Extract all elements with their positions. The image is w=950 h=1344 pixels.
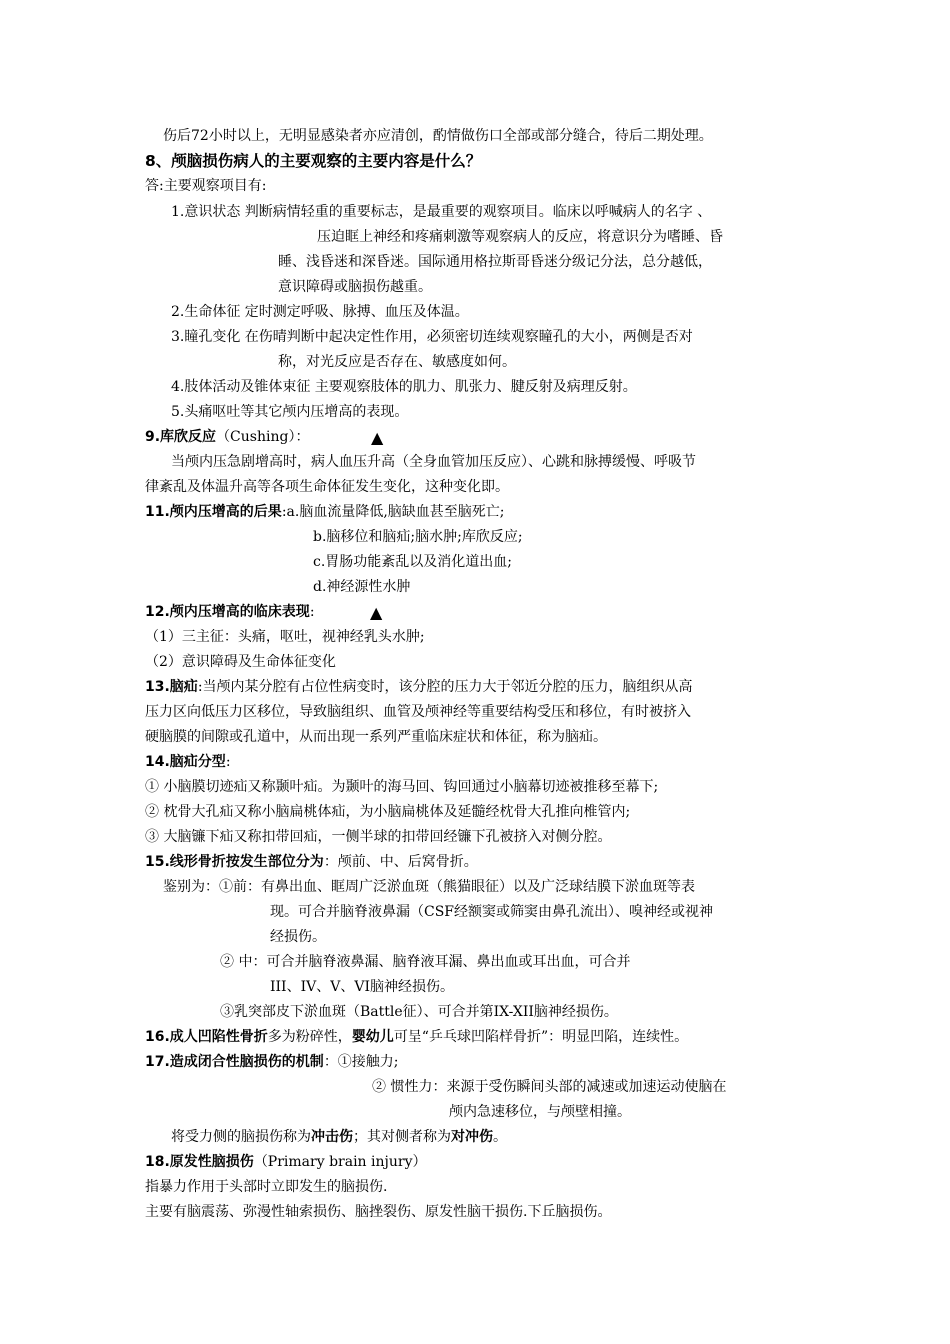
section-heading — [145, 675, 693, 700]
answer-intro — [145, 174, 266, 199]
text: （2）意识障碍及生命体征变化 — [145, 654, 336, 670]
heading-bold: 14.脑疝分型 — [145, 754, 226, 770]
list-item-continuation — [270, 925, 326, 950]
list-item-continuation — [449, 1100, 631, 1125]
list-item — [145, 775, 658, 800]
text-line — [163, 124, 713, 149]
text: 5.头痛呕吐等其它颅内压增高的表现。 — [171, 404, 409, 420]
text: 颅内急速移位，与颅壁相撞。 — [449, 1104, 631, 1120]
text: 2.生命体征 定时测定呼吸、脉搏、血压及体温。 — [171, 304, 469, 320]
list-item-continuation — [270, 900, 713, 925]
list-item — [220, 1000, 618, 1025]
text: 8、颅脑损伤病人的主要观察的主要内容是什么？ — [145, 152, 482, 170]
section-heading — [145, 850, 478, 875]
text-bold: 婴幼儿 — [351, 1029, 394, 1045]
list-item — [145, 625, 425, 650]
text: 伤后72小时以上，无明显感染者亦应清创，酌情做伤口全部或部分缝合，待后二期处理。 — [163, 128, 713, 144]
list-item-continuation — [278, 350, 516, 375]
text: :当颅内某分腔有占位性病变时，该分腔的压力大于邻近分腔的压力，脑组织从高 — [197, 679, 693, 695]
list-item — [171, 200, 711, 225]
text: 硬脑膜的间隙或孔道中，从而出现一系列严重临床症状和体征，称为脑疝。 — [145, 729, 607, 745]
text: 压迫眶上神经和疼痛刺激等观察病人的反应，将意识分为嗜睡、昏 — [317, 229, 723, 245]
text: 鉴别为：①前：有鼻出血、眶周广泛淤血斑（熊猫眼征）以及广泛球结膜下淤血斑等表 — [163, 879, 695, 895]
heading-bold: 18.原发性脑损伤 — [145, 1154, 254, 1170]
text: 答:主要观察项目有: — [145, 178, 267, 194]
text: 律紊乱及体温升高等各项生命体征发生变化，这种变化即。 — [145, 479, 509, 495]
text: ③乳突部皮下淤血斑（Battle征）、可合并第IX-XII脑神经损伤。 — [220, 1004, 618, 1020]
heading-bold: 16.成人凹陷性骨折 — [145, 1029, 268, 1045]
heading-bold: 13.脑疝 — [145, 679, 198, 695]
heading-bold: 12.颅内压增高的临床表现 — [145, 604, 310, 620]
list-item-continuation — [270, 975, 454, 1000]
text: 睡、浅昏迷和深昏迷。国际通用格拉斯哥昏迷分级记分法，总分越低， — [278, 254, 712, 270]
heading-bold: 15.线形骨折按发生部位分为 — [145, 854, 324, 870]
text: 当颅内压急剧增高时，病人血压升高（全身血管加压反应）、心跳和脉搏缓慢、呼吸节 — [171, 454, 696, 470]
paragraph-line — [145, 700, 691, 725]
text: 意识障碍或脑损伤越重。 — [278, 279, 432, 295]
heading-bold: 17.造成闭合性脑损伤的机制 — [145, 1054, 324, 1070]
text: 称，对光反应是否存在、敏感度如何。 — [278, 354, 516, 370]
text: 主要有脑震荡、弥漫性轴索损伤、脑挫裂伤、原发性脑干损伤.下丘脑损伤。 — [145, 1204, 612, 1220]
paragraph-line — [145, 1175, 387, 1200]
text: 多为粉碎性， — [267, 1029, 352, 1045]
text: 指暴力作用于头部时立即发生的脑损伤. — [145, 1179, 388, 1195]
list-item — [171, 300, 469, 325]
list-item — [163, 875, 695, 900]
heading-bold: 9.库欣反应 — [145, 429, 217, 445]
list-item — [313, 525, 523, 550]
text: （1）三主征：头痛，呕吐，视神经乳头水肿; — [145, 629, 425, 645]
text: 压力区向低压力区移位，导致脑组织、血管及颅神经等重要结构受压和移位，有时被挤入 — [145, 704, 691, 720]
list-item — [171, 325, 693, 350]
text: : — [309, 604, 315, 620]
triangle-marker-icon: ▲ — [371, 428, 384, 447]
text: ；其对侧者称为 — [353, 1129, 451, 1145]
heading-bold: 11.颅内压增高的后果 — [145, 504, 282, 520]
section-heading — [145, 425, 384, 450]
text: d.神经源性水肿 — [313, 579, 411, 595]
section-heading — [145, 1150, 426, 1175]
text: 经损伤。 — [270, 929, 326, 945]
list-item — [171, 400, 408, 425]
text: （Primary brain injury） — [253, 1154, 427, 1170]
list-item — [145, 650, 336, 675]
list-item — [313, 575, 410, 600]
list-item — [171, 375, 637, 400]
list-item — [313, 550, 512, 575]
text: :a.脑血流量降低,脑缺血甚至脑死亡; — [281, 504, 505, 520]
text: c.胃肠功能紊乱以及消化道出血; — [313, 554, 513, 570]
paragraph-line — [171, 1125, 507, 1150]
text: ② 中：可合并脑脊液鼻漏、脑脊液耳漏、鼻出血或耳出血，可合并 — [220, 954, 631, 970]
text: 1.意识状态 判断病情轻重的重要标志，是最重要的观察项目。临床以呼喊病人的名字 、 — [171, 204, 712, 220]
text: 可呈“乒乓球凹陷样骨折”：明显凹陷，连续性。 — [393, 1029, 689, 1045]
text: 4.肢体活动及锥体束征 主要观察肢体的肌力、肌张力、腱反射及病理反射。 — [171, 379, 637, 395]
list-item-continuation — [278, 275, 432, 300]
paragraph-line — [145, 1200, 611, 1225]
triangle-marker-icon: ▲ — [370, 603, 383, 622]
text-bold: 冲击伤 — [311, 1129, 353, 1145]
text: 3.瞳孔变化 在伤晴判断中起决定性作用，必须密切连续观察瞳孔的大小，两侧是否对 — [171, 329, 693, 345]
section-heading — [145, 500, 505, 525]
text: ② 枕骨大孔疝又称小脑扁桃体疝，为小脑扁桃体及延髓经枕骨大孔推向椎管内; — [145, 804, 631, 820]
text: III、IV、V、VI脑神经损伤。 — [270, 979, 454, 995]
list-item — [220, 950, 630, 975]
text: 将受力侧的脑损伤称为 — [171, 1129, 311, 1145]
text: 。 — [493, 1129, 507, 1145]
text: b.脑移位和脑疝;脑水肿;库欣反应; — [313, 529, 523, 545]
text: ① 小脑膜切迹疝又称颞叶疝。为颞叶的海马回、钩回通过小脑幕切迹被推移至幕下; — [145, 779, 659, 795]
section-heading — [145, 750, 231, 775]
text: ：①接触力; — [323, 1054, 399, 1070]
text-bold: 对冲伤 — [451, 1129, 493, 1145]
question-heading — [145, 149, 481, 174]
paragraph-line — [145, 725, 607, 750]
text: ③ 大脑镰下疝又称扣带回疝，一侧半球的扣带回经镰下孔被挤入对侧分腔。 — [145, 829, 612, 845]
section-heading — [145, 1050, 399, 1075]
section-heading — [145, 1025, 688, 1050]
list-item-continuation — [278, 250, 712, 275]
list-item-continuation — [317, 225, 723, 250]
list-item — [145, 825, 611, 850]
section-heading — [145, 600, 383, 625]
paragraph-line — [171, 450, 696, 475]
list-item — [372, 1075, 726, 1100]
paragraph-line — [145, 475, 509, 500]
text: ：颅前、中、后窝骨折。 — [323, 854, 478, 870]
list-item — [145, 800, 630, 825]
text: ② 惯性力：来源于受伤瞬间头部的减速或加速运动使脑在 — [372, 1079, 727, 1095]
text: : — [225, 754, 231, 770]
heading-term: （Cushing）： — [216, 429, 310, 445]
text: 现。可合并脑脊液鼻漏（CSF经额窦或筛窦由鼻孔流出）、嗅神经或视神 — [270, 904, 714, 920]
